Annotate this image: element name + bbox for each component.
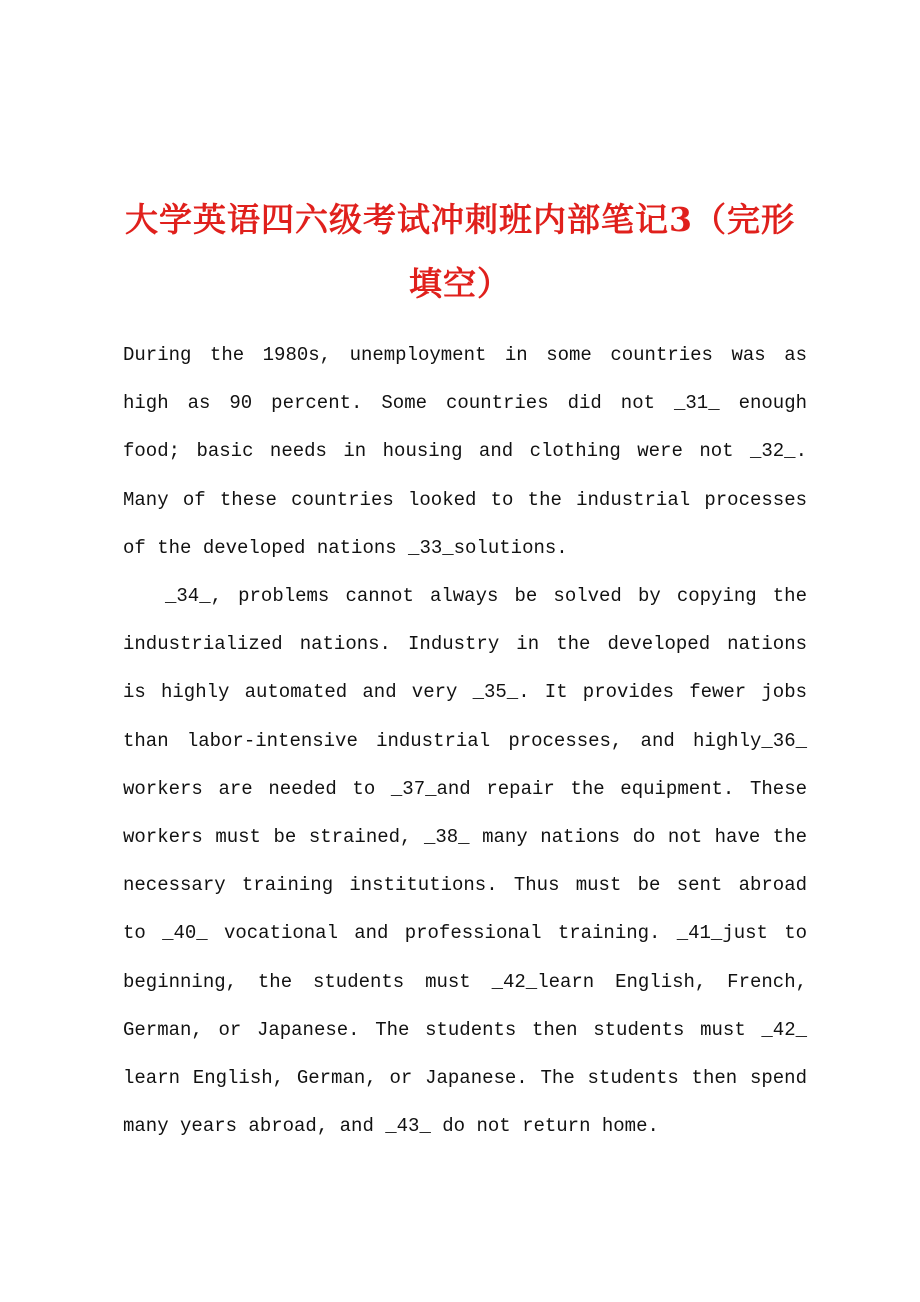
paragraph-2: _34_, problems cannot always be solved by copying the industrialized nations. Industry in the developed nations is highly automated and very _35_. It provides fewer jobs than labor-intensive industrial processes, and highly_36_ workers are needed to _37_and repair the equipment. These workers must be strained, _38_ many nations do not have the necessary training institutions. Thus must be sent abroad to _40_ vocational and professional training. _41_just to beginning, the students must _42_learn English, French, German, or Japanese. The students then students must _42_ learn English, German, or Japanese. The students then spend many years abroad, and _43_ do not return home. [123,585,807,1138]
document-title: 大学英语四六级考试冲刺班内部笔记3（完形填空） [125,200,795,303]
paragraph-1: During the 1980s, unemployment in some countries was as high as 90 percent. Some countries did not _31_ enough food; basic needs in housing and clothing were not _32_. Many of these countries looked to the industrial processes of the developed nations _33_solutions. [123,344,807,559]
document-body [123,331,807,1150]
